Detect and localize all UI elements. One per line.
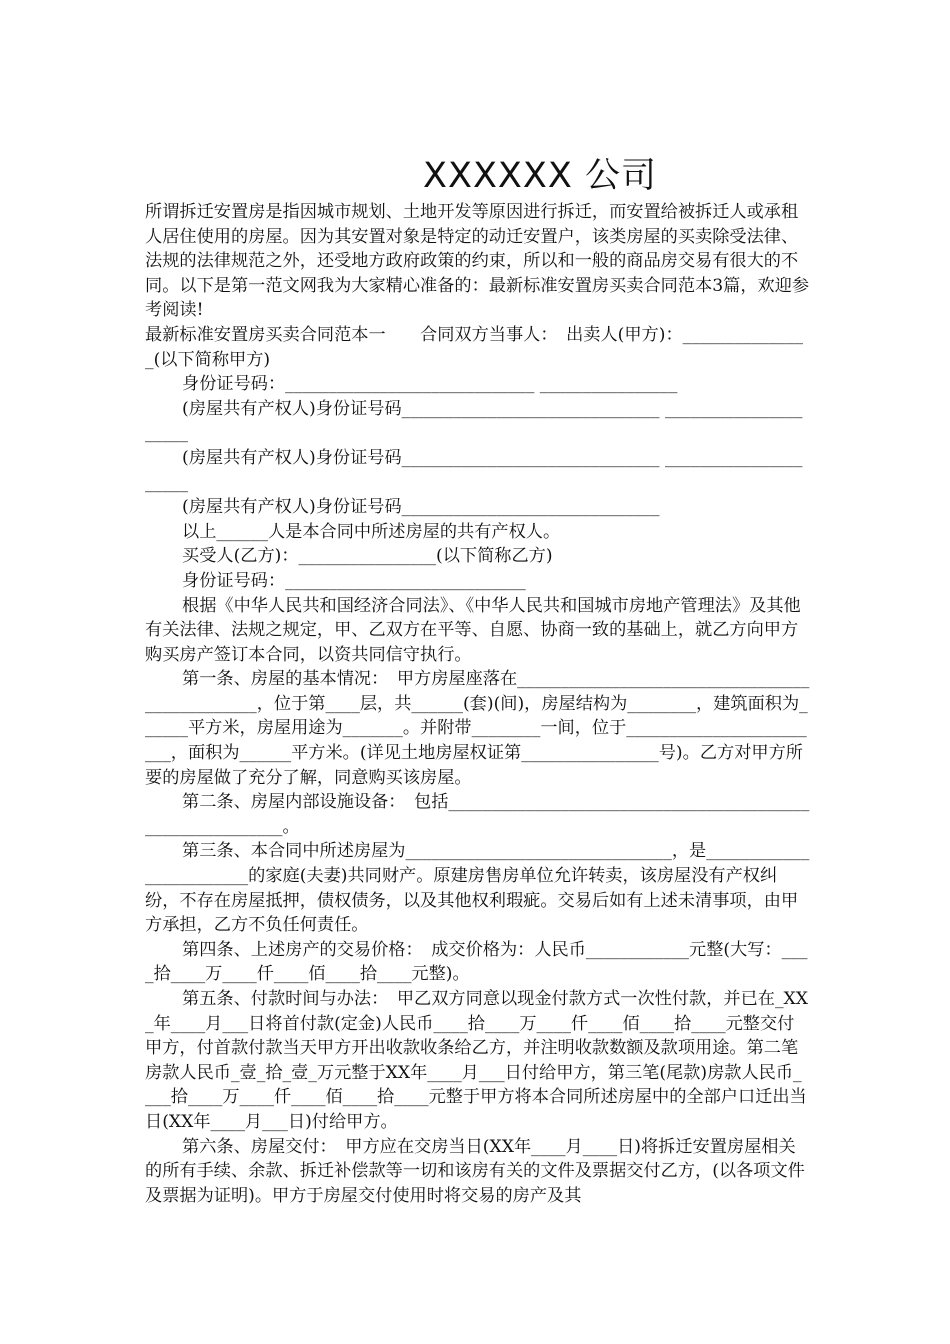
article-2-paragraph: 第二条、房屋内部设施设备： 包括__________________________________________________________。 xyxy=(145,792,810,837)
buyer-id-line: 身份证号码：____________________________ xyxy=(182,570,526,591)
article-1-paragraph: 第一条、房屋的基本情况： 甲方房屋座落在_______________________________________________，位于第____层，共______(套)(间)，房屋结构为________，建筑面积为______平方米，房屋用途为_______。并附带________一间，位于________________________，面积为______平方米。(详见土地房屋权证第________________号)。乙方对甲方所要的房屋做了充分了解，同意购买该房屋。 xyxy=(145,669,810,788)
co-owner-count-line: 以上______人是本合同中所述房屋的共有产权人。 xyxy=(182,521,561,542)
article-3-paragraph: 第三条、本合同中所述房屋为_______________________________，是________________________的家庭(夫妻)共同财产。原建房售房单位允许转卖，该房屋没有产权纠纷，不存在房屋抵押，债权债务，以及其他权利瑕疵。交易后如有上述未清事项，由甲方承担，乙方不负任何责任。 xyxy=(145,841,810,936)
contract-heading-line: 最新标准安置房买卖合同范本一 合同双方当事人： 出卖人(甲方)：_______________(以下简称甲方) xyxy=(145,324,803,370)
document-body xyxy=(145,200,810,1208)
co-owner-id-line-3: (房屋共有产权人)身份证号码______________________________ xyxy=(182,497,660,518)
seller-id-line: 身份证号码：_____________________________ ________________ xyxy=(182,374,678,395)
intro-paragraph: 所谓拆迁安置房是指因城市规划、土地开发等原因进行拆迁，而安置给被拆迁人或承租人居住使用的房屋。因为其安置对象是特定的动迁安置户，该类房屋的买卖除受法律、法规的法律规范之外，还受地方政府政策的约束，所以和一般的商品房交易有很大的不同。以下是第一范文网我为大家精心准备的：最新标准安置房买卖合同范本3篇，欢迎参考阅读! xyxy=(145,202,810,321)
co-owner-id-line-2: (房屋共有产权人)身份证号码______________________________ _____________________ xyxy=(145,447,803,493)
article-5-paragraph: 第五条、付款时间与办法： 甲乙双方同意以现金付款方式一次性付款，并已在_XX_年____月___日将首付款(定金)人民币____拾____万____仟____佰____拾____元整交付甲方，付首款付款当天甲方开出收款收条给乙方，并注明收款数额及款项用途。第二笔房款人民币_壹_拾_壹_万元整于XX年____月___日付给甲方，第三笔(尾款)房款人民币____拾____万____仟____佰____拾____元整于甲方将本合同所述房屋中的全部户口迁出当日(XX年____月___日)付给甲方。 xyxy=(145,989,809,1132)
legal-basis-paragraph: 根据《中华人民共和国经济合同法》、《中华人民共和国城市房地产管理法》及其他有关法律、法规之规定，甲、乙双方在平等、自愿、协商一致的基础上，就乙方向甲方购买房产签订本合同，以资共同信守执行。 xyxy=(145,595,801,665)
buyer-line: 买受人(乙方)：________________(以下简称乙方) xyxy=(182,546,553,567)
article-4-paragraph: 第四条、上述房产的交易价格： 成交价格为：人民币____________元整(大写：____拾____万____仟____佰____拾____元整)。 xyxy=(145,939,808,985)
document-title: XXXXXX 公司 xyxy=(423,156,657,196)
co-owner-id-line-1: (房屋共有产权人)身份证号码______________________________ _____________________ xyxy=(145,398,803,444)
article-6-paragraph: 第六条、房屋交付： 甲方应在交房当日(XX年____月____日)将拆迁安置房屋相关的所有手续、余款、拆迁补偿款等一切和该房有关的文件及票据交付乙方，(以各项文件及票据为证明)。甲方于房屋交付使用时将交易的房产及其 xyxy=(145,1136,805,1206)
